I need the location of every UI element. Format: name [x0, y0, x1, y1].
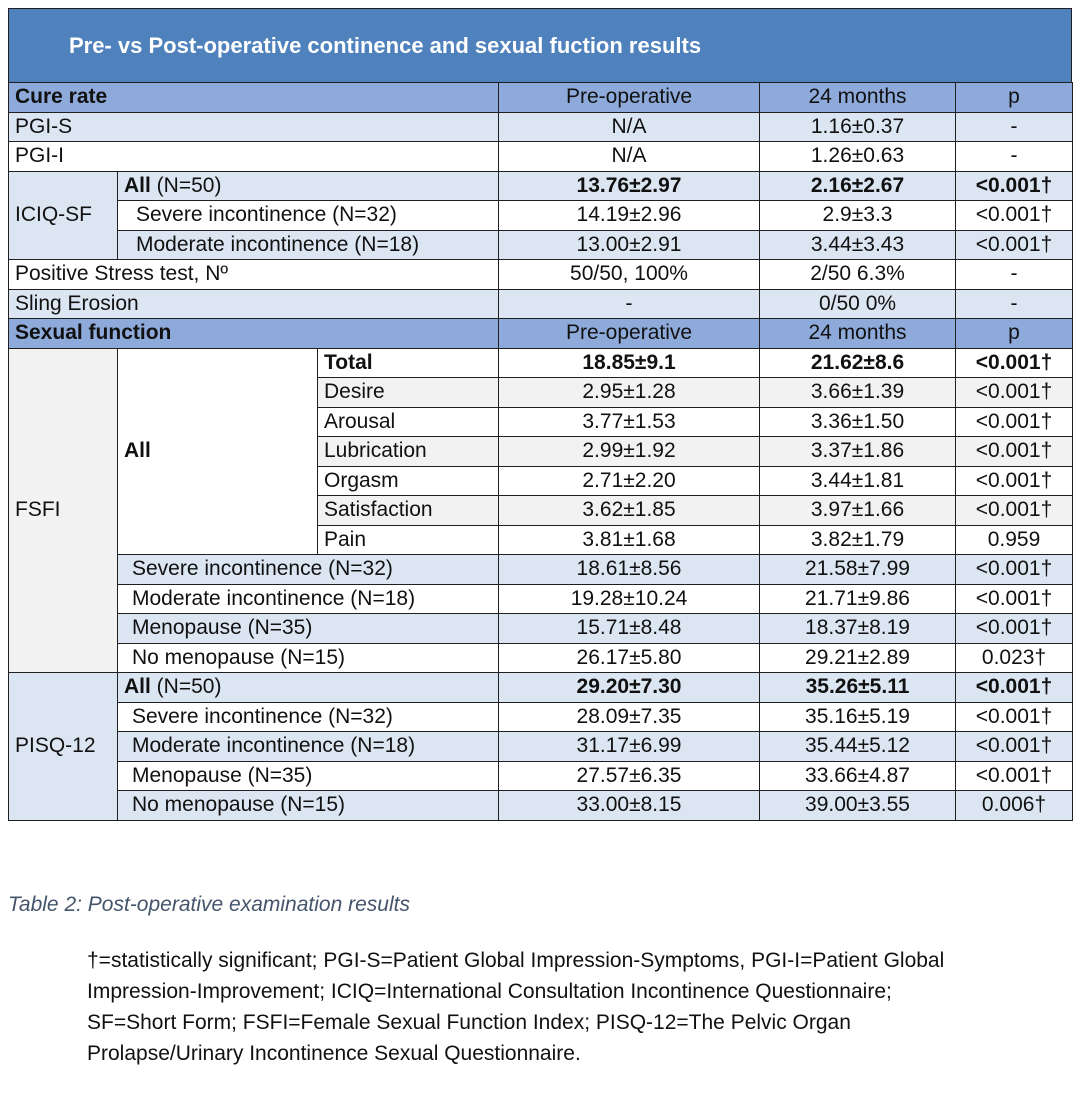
subgroup-label: Severe incontinence (N=32)	[118, 555, 499, 585]
p-value: 0.023†	[956, 643, 1073, 673]
subgroup-label: No menopause (N=15)	[118, 643, 499, 673]
row-label	[118, 171, 499, 201]
p-value: <0.001†	[956, 378, 1073, 408]
pre-value: 29.20±7.30	[499, 673, 760, 703]
pre-value: 13.00±2.91	[499, 230, 760, 260]
p-value: <0.001†	[956, 230, 1073, 260]
post-value: 35.26±5.11	[760, 673, 956, 703]
table-row	[9, 584, 1073, 614]
table-row	[9, 614, 1073, 644]
pre-value: 27.57±6.35	[499, 761, 760, 791]
p-value: <0.001†	[956, 348, 1073, 378]
row-label-rest: (N=50)	[150, 675, 222, 699]
row-label-rest: (N=50)	[150, 173, 222, 197]
pre-value: 2.71±2.20	[499, 466, 760, 496]
pre-value: 33.00±8.15	[499, 791, 760, 821]
post-value: 3.44±1.81	[760, 466, 956, 496]
post-24-months-heading: 24 months	[760, 83, 956, 113]
fsfi-group-label: FSFI	[9, 348, 118, 673]
pre-value: 3.62±1.85	[499, 496, 760, 526]
table-row	[9, 201, 1073, 231]
p-value: <0.001†	[956, 555, 1073, 585]
table-row	[9, 761, 1073, 791]
post-value: 3.37±1.86	[760, 437, 956, 467]
post-value: 3.36±1.50	[760, 407, 956, 437]
domain-label: Lubrication	[318, 437, 499, 467]
subgroup-label: Moderate incontinence (N=18)	[118, 584, 499, 614]
p-value: <0.001†	[956, 466, 1073, 496]
post-value: 0/50 0%	[760, 289, 956, 319]
post-24-months-heading: 24 months	[760, 319, 956, 349]
pre-value: 26.17±5.80	[499, 643, 760, 673]
p-value: -	[956, 260, 1073, 290]
table-row	[9, 230, 1073, 260]
post-value: 2.16±2.67	[760, 171, 956, 201]
p-value: <0.001†	[956, 732, 1073, 762]
post-value: 3.66±1.39	[760, 378, 956, 408]
pre-value: 19.28±10.24	[499, 584, 760, 614]
post-value: 29.21±2.89	[760, 643, 956, 673]
pre-value: 50/50, 100%	[499, 260, 760, 290]
table-row	[9, 112, 1073, 142]
post-value: 35.16±5.19	[760, 702, 956, 732]
p-value: <0.001†	[956, 496, 1073, 526]
p-value: <0.001†	[956, 673, 1073, 703]
post-value: 3.44±3.43	[760, 230, 956, 260]
p-value: 0.959	[956, 525, 1073, 555]
row-label: Moderate incontinence (N=18)	[118, 732, 499, 762]
domain-label: Total	[318, 348, 499, 378]
sexual-function-header-row	[9, 319, 1073, 349]
post-value: 21.71±9.86	[760, 584, 956, 614]
post-value: 2.9±3.3	[760, 201, 956, 231]
pre-value: 13.76±2.97	[499, 171, 760, 201]
pre-value: 14.19±2.96	[499, 201, 760, 231]
row-label: Sling Erosion	[9, 289, 499, 319]
post-value: 3.97±1.66	[760, 496, 956, 526]
post-value: 3.82±1.79	[760, 525, 956, 555]
post-value: 33.66±4.87	[760, 761, 956, 791]
domain-label: Desire	[318, 378, 499, 408]
row-label: No menopause (N=15)	[118, 791, 499, 821]
subgroup-label: Menopause (N=35)	[118, 614, 499, 644]
table-row	[9, 348, 1073, 378]
p-value-heading: p	[956, 319, 1073, 349]
results-table-container	[8, 8, 1072, 821]
table-caption: Table 2: Post-operative examination results	[8, 893, 410, 916]
p-value: -	[956, 289, 1073, 319]
sexual-function-heading: Sexual function	[9, 319, 499, 349]
pre-value: 2.95±1.28	[499, 378, 760, 408]
cure-rate-header-row	[9, 83, 1073, 113]
row-label	[118, 673, 499, 703]
iciq-group-label: ICIQ-SF	[9, 171, 118, 260]
table-row	[9, 673, 1073, 703]
fsfi-all-label: All	[118, 348, 318, 555]
pre-operative-heading: Pre-operative	[499, 319, 760, 349]
pre-value: N/A	[499, 142, 760, 172]
row-label: Severe incontinence (N=32)	[118, 702, 499, 732]
row-label-bold: All	[124, 173, 151, 197]
post-value: 18.37±8.19	[760, 614, 956, 644]
p-value: -	[956, 142, 1073, 172]
pre-value: 15.71±8.48	[499, 614, 760, 644]
post-value: 1.16±0.37	[760, 112, 956, 142]
p-value: <0.001†	[956, 584, 1073, 614]
pisq-group-label: PISQ-12	[9, 673, 118, 821]
table-row	[9, 791, 1073, 821]
post-value: 21.58±7.99	[760, 555, 956, 585]
p-value: -	[956, 112, 1073, 142]
pre-value: 18.61±8.56	[499, 555, 760, 585]
table-row	[9, 260, 1073, 290]
table-row	[9, 702, 1073, 732]
table-row	[9, 289, 1073, 319]
pre-value: 3.77±1.53	[499, 407, 760, 437]
p-value: 0.006†	[956, 791, 1073, 821]
results-table	[8, 82, 1073, 821]
row-label: Moderate incontinence (N=18)	[118, 230, 499, 260]
post-value: 1.26±0.63	[760, 142, 956, 172]
table-row	[9, 171, 1073, 201]
row-label-bold: All	[124, 675, 151, 699]
table-row	[9, 142, 1073, 172]
p-value: <0.001†	[956, 761, 1073, 791]
domain-label: Satisfaction	[318, 496, 499, 526]
table-title: Pre- vs Post-operative continence and sexual fuction results	[8, 8, 1072, 82]
pre-value: -	[499, 289, 760, 319]
p-value: <0.001†	[956, 702, 1073, 732]
pre-value: 31.17±6.99	[499, 732, 760, 762]
post-value: 21.62±8.6	[760, 348, 956, 378]
p-value: <0.001†	[956, 614, 1073, 644]
pre-value: N/A	[499, 112, 760, 142]
post-value: 39.00±3.55	[760, 791, 956, 821]
table-footnotes: †=statistically significant; PGI-S=Patient Global Impression-Symptoms, PGI-I=Patient Global Impression-Improvement; ICIQ=International Consultation Incontinence Questionnaire; SF=Short Form; FSFI=Female Sexual Function Index; PISQ-12=The Pelvic Organ Prolapse/Urinary Incontinence Sexual Questionnaire.	[87, 949, 945, 1065]
row-label: Menopause (N=35)	[118, 761, 499, 791]
post-value: 35.44±5.12	[760, 732, 956, 762]
pre-operative-heading: Pre-operative	[499, 83, 760, 113]
p-value: <0.001†	[956, 407, 1073, 437]
p-value: <0.001†	[956, 171, 1073, 201]
pre-value: 28.09±7.35	[499, 702, 760, 732]
cure-rate-heading: Cure rate	[9, 83, 499, 113]
table-row	[9, 643, 1073, 673]
p-value: <0.001†	[956, 201, 1073, 231]
row-label: PGI-I	[9, 142, 499, 172]
table-row	[9, 555, 1073, 585]
domain-label: Arousal	[318, 407, 499, 437]
p-value: <0.001†	[956, 437, 1073, 467]
p-value-heading: p	[956, 83, 1073, 113]
table-row	[9, 732, 1073, 762]
post-value: 2/50 6.3%	[760, 260, 956, 290]
pre-value: 2.99±1.92	[499, 437, 760, 467]
domain-label: Orgasm	[318, 466, 499, 496]
pre-value: 3.81±1.68	[499, 525, 760, 555]
row-label: Severe incontinence (N=32)	[118, 201, 499, 231]
row-label: Positive Stress test, Nº	[9, 260, 499, 290]
row-label: PGI-S	[9, 112, 499, 142]
domain-label: Pain	[318, 525, 499, 555]
pre-value: 18.85±9.1	[499, 348, 760, 378]
